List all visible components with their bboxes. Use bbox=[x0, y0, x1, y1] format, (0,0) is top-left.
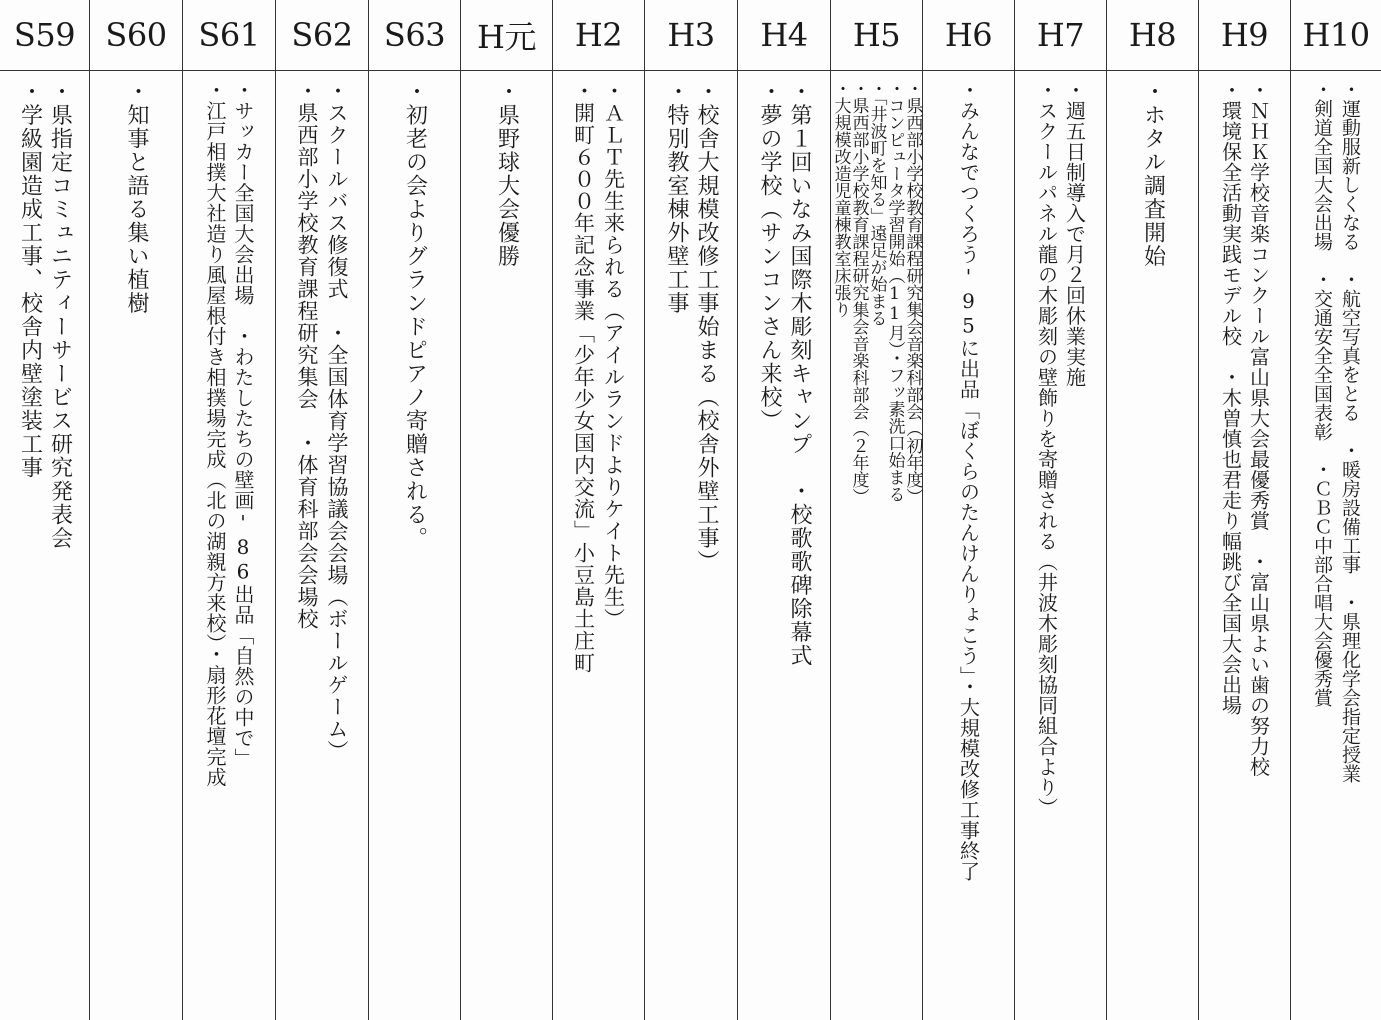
entry-line: ・県野球大会優勝 bbox=[494, 80, 520, 268]
entry-line: ・学級園造成工事、校舎内壁塗装工事 bbox=[17, 80, 43, 480]
era-column bbox=[1107, 0, 1199, 1020]
era-entries bbox=[90, 72, 182, 1020]
era-column bbox=[461, 0, 553, 1020]
entry-line: ・スクールパネル龍の木彫刻の壁飾りを寄贈される（井波木彫刻協同組合より） bbox=[1034, 80, 1059, 818]
era-header: H5 bbox=[831, 0, 922, 71]
era-header: H10 bbox=[1291, 0, 1381, 71]
era-entries bbox=[738, 72, 830, 1020]
entry-line: ・校舎大規模改修工事始まる（校舎外壁工事） bbox=[694, 80, 719, 574]
entry-line: ・夢の学校（サンコンさん来校） bbox=[757, 80, 782, 433]
era-entries bbox=[183, 72, 275, 1020]
entry-line: ・江戸相撲大社造り風屋根付き相撲場完成（北の湖親方来校）・扇形花壇完成 bbox=[203, 80, 227, 788]
entry-line: ・特別教室棟外壁工事 bbox=[664, 80, 689, 315]
era-header: H元 bbox=[461, 0, 552, 71]
entry-line: ・県西部小学校教育課程研究集会音楽科部会（２年度） bbox=[848, 80, 869, 505]
era-column bbox=[183, 0, 276, 1020]
era-entries bbox=[923, 72, 1014, 1020]
era-column bbox=[645, 0, 738, 1020]
era-entries bbox=[553, 72, 644, 1020]
era-column bbox=[1199, 0, 1291, 1020]
era-column bbox=[1015, 0, 1107, 1020]
era-entries bbox=[831, 72, 922, 1020]
era-entries bbox=[645, 72, 737, 1020]
era-header: H8 bbox=[1107, 0, 1198, 71]
era-entries bbox=[461, 72, 552, 1020]
entry-line: ・初老の会よりグランドピアノ寄贈される。 bbox=[402, 80, 428, 550]
era-entries bbox=[1199, 72, 1290, 1020]
era-entries bbox=[1107, 72, 1198, 1020]
entry-line: ・知事と語る集い植樹 bbox=[124, 80, 149, 315]
era-column bbox=[831, 0, 923, 1020]
era-header: S63 bbox=[369, 0, 460, 71]
era-entries bbox=[369, 72, 460, 1020]
entry-line: ・県西部小学校教育課程研究集会音楽科部会（初年度） bbox=[902, 80, 923, 505]
era-column bbox=[738, 0, 831, 1020]
era-header: H2 bbox=[553, 0, 644, 71]
era-header: H4 bbox=[738, 0, 830, 71]
entry-line: ・開町６００年記念事業「少年少女国内交流」小豆島土庄町 bbox=[571, 80, 596, 674]
entry-line: ・環境保全活動実践モデル校 ・木曽慎也君走り幅跳び全国大会出場 bbox=[1218, 80, 1243, 716]
era-entries bbox=[0, 72, 89, 1020]
entry-line: ・みんなでつくろう'95に出品「ぼくらのたんけんりょこう」・大規模改修工事終了 bbox=[956, 80, 981, 882]
era-column bbox=[1291, 0, 1381, 1020]
entry-line: ・「井波町を知る」遠足が始まる bbox=[866, 80, 887, 327]
era-header: H6 bbox=[923, 0, 1014, 71]
era-header: H7 bbox=[1015, 0, 1106, 71]
entry-line: ・大規模改造児童棟教室床張り bbox=[830, 80, 851, 318]
era-column bbox=[553, 0, 645, 1020]
entry-line: ・ＡＬＴ先生来られる（アイルランドよりケイト先生） bbox=[601, 80, 626, 630]
entry-line: ・コンピュータ学習開始（11月）・フッ素洗口始まる bbox=[884, 80, 905, 503]
entry-line: ・ホタル調査開始 bbox=[1140, 80, 1166, 268]
era-header: S60 bbox=[90, 0, 182, 71]
era-entries bbox=[1015, 72, 1106, 1020]
era-column bbox=[923, 0, 1015, 1020]
era-header: S59 bbox=[0, 0, 89, 71]
entry-line: ・剣道全国大会出場 ・交通安全全国表彰 ・ＣＢＣ中部合唱大会優秀賞 bbox=[1311, 80, 1333, 707]
era-column bbox=[276, 0, 369, 1020]
entry-line: ・週五日制導入で月２回休業実施 bbox=[1062, 80, 1087, 388]
entry-line: ・県指定コミュニティーサービス研究発表会 bbox=[47, 80, 73, 550]
era-header: S61 bbox=[183, 0, 275, 71]
entry-line: ・第１回いなみ国際木彫刻キャンプ ・校歌歌碑除幕式 bbox=[787, 80, 812, 668]
era-column bbox=[369, 0, 461, 1020]
entry-line: ・サッカー全国大会出場 ・わたしたちの壁画'86出品「自然の中で」 bbox=[231, 80, 255, 769]
entry-line: ・運動服新しくなる ・航空写真をとる ・暖房設備工事 ・県理化学会指定授業 bbox=[1339, 80, 1361, 783]
entry-line: ・県西部小学校教育課程研究集会 ・体育科部会会場校 bbox=[295, 80, 319, 630]
entry-line: ・スクールバス修復式 ・全国体育学習協議会会場（ボールゲーム） bbox=[325, 80, 349, 762]
era-entries bbox=[276, 72, 368, 1020]
era-header: S62 bbox=[276, 0, 368, 71]
era-header: H9 bbox=[1199, 0, 1290, 71]
era-header: H3 bbox=[645, 0, 737, 71]
era-column bbox=[0, 0, 90, 1020]
era-entries bbox=[1291, 72, 1381, 1020]
entry-line: ・ＮＨＫ学校音楽コンクール富山県大会最優秀賞 ・富山県よい歯の努力校 bbox=[1246, 80, 1271, 777]
era-column bbox=[90, 0, 183, 1020]
